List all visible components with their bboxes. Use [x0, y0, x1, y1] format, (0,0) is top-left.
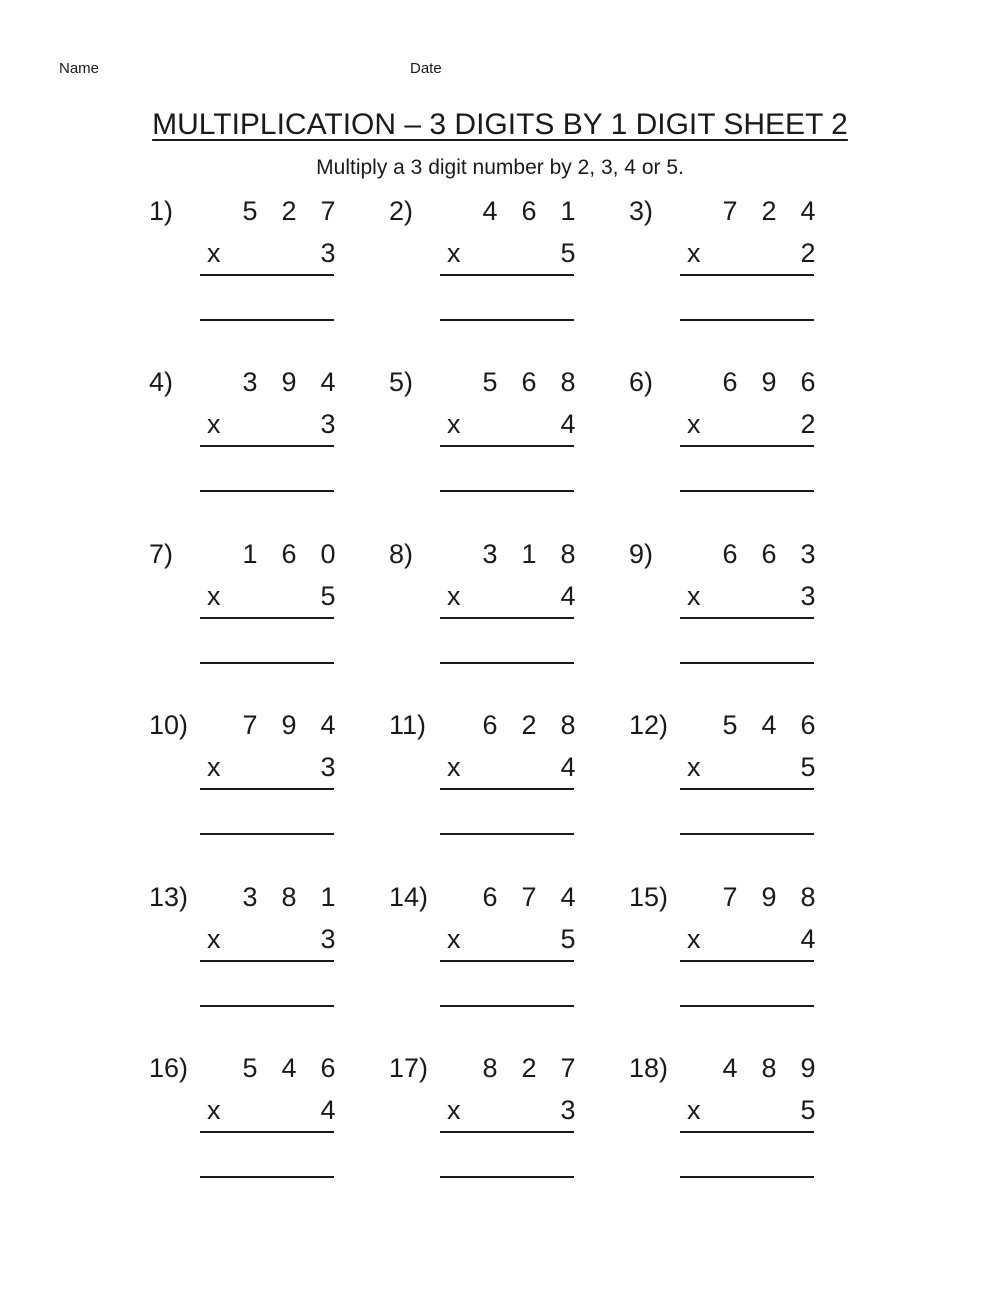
multiplicand	[721, 537, 817, 571]
problem-number: 8)	[389, 539, 414, 569]
problem-number: 6)	[629, 367, 654, 397]
answer-line	[440, 1176, 574, 1178]
answer-line	[440, 490, 574, 492]
product-rule	[680, 1131, 814, 1133]
multiplicand	[481, 537, 577, 571]
product-rule	[440, 1131, 574, 1133]
date-label: Date	[410, 60, 442, 77]
times-symbol: x	[447, 409, 461, 439]
problem-number: 7)	[149, 539, 174, 569]
answer-line	[680, 833, 814, 835]
times-symbol: x	[447, 238, 461, 268]
multiplicand-digit: 4	[281, 1053, 297, 1083]
multiplicand-digit: 9	[761, 882, 777, 912]
multiplicand	[481, 194, 577, 228]
multiplicand-digit: 5	[482, 367, 498, 397]
product-rule	[440, 617, 574, 619]
problem-number: 16)	[149, 1053, 189, 1083]
multiplier: 5	[320, 581, 336, 611]
multiplicand	[241, 880, 337, 914]
multiplicand-digit: 6	[281, 539, 297, 569]
multiplicand	[721, 1051, 817, 1085]
times-symbol: x	[447, 581, 461, 611]
multiplicand-digit: 6	[722, 367, 738, 397]
product-rule	[200, 1131, 334, 1133]
multiplicand-digit: 6	[761, 539, 777, 569]
multiplicand-digit: 5	[242, 196, 258, 226]
multiplicand	[721, 708, 817, 742]
problem-number: 14)	[389, 882, 429, 912]
multiplicand-digit: 7	[242, 710, 258, 740]
multiplicand-digit: 8	[560, 539, 576, 569]
answer-line	[200, 319, 334, 321]
multiplier: 3	[320, 924, 336, 954]
multiplicand-digit: 4	[761, 710, 777, 740]
problem-number: 12)	[629, 710, 669, 740]
multiplicand-digit: 7	[722, 196, 738, 226]
times-symbol: x	[447, 752, 461, 782]
multiplicand-digit: 1	[560, 196, 576, 226]
problem-14	[389, 880, 589, 1020]
multiplicand-digit: 8	[800, 882, 816, 912]
multiplicand-digit: 6	[320, 1053, 336, 1083]
multiplicand-digit: 4	[722, 1053, 738, 1083]
multiplier: 4	[320, 1095, 336, 1125]
worksheet-title	[0, 106, 1000, 144]
times-symbol: x	[687, 924, 701, 954]
times-symbol: x	[207, 752, 221, 782]
product-rule	[680, 617, 814, 619]
multiplicand-digit: 3	[800, 539, 816, 569]
multiplicand	[481, 880, 577, 914]
problem-9	[629, 537, 829, 677]
multiplicand-digit: 2	[281, 196, 297, 226]
multiplicand-digit: 6	[722, 539, 738, 569]
product-rule	[680, 274, 814, 276]
multiplier: 4	[800, 924, 816, 954]
problem-3	[629, 194, 829, 334]
problem-7	[149, 537, 349, 677]
times-symbol: x	[687, 752, 701, 782]
answer-line	[680, 1176, 814, 1178]
multiplier: 2	[800, 409, 816, 439]
problem-13	[149, 880, 349, 1020]
multiplicand-digit: 6	[521, 196, 537, 226]
multiplicand-digit: 9	[281, 367, 297, 397]
multiplicand-digit: 8	[482, 1053, 498, 1083]
answer-line	[200, 662, 334, 664]
times-symbol: x	[447, 924, 461, 954]
worksheet-instructions: Multiply a 3 digit number by 2, 3, 4 or 5.	[316, 156, 684, 179]
multiplicand-digit: 6	[482, 882, 498, 912]
multiplicand-digit: 2	[521, 1053, 537, 1083]
multiplier: 3	[800, 581, 816, 611]
problem-number: 5)	[389, 367, 414, 397]
product-rule	[200, 617, 334, 619]
worksheet-title-text: MULTIPLICATION – 3 DIGITS BY 1 DIGIT SHEET 2	[152, 108, 848, 141]
multiplier: 5	[800, 752, 816, 782]
product-rule	[200, 788, 334, 790]
product-rule	[200, 445, 334, 447]
multiplier: 5	[800, 1095, 816, 1125]
multiplicand-digit: 1	[521, 539, 537, 569]
multiplier: 4	[560, 752, 576, 782]
times-symbol: x	[207, 1095, 221, 1125]
multiplier: 4	[560, 581, 576, 611]
multiplicand	[721, 194, 817, 228]
problem-number: 15)	[629, 882, 669, 912]
answer-line	[200, 490, 334, 492]
multiplicand-digit: 2	[521, 710, 537, 740]
multiplier: 3	[320, 409, 336, 439]
product-rule	[440, 445, 574, 447]
multiplicand-digit: 7	[722, 882, 738, 912]
multiplicand-digit: 4	[320, 367, 336, 397]
times-symbol: x	[207, 924, 221, 954]
multiplicand	[241, 194, 337, 228]
problem-number: 13)	[149, 882, 189, 912]
problem-17	[389, 1051, 589, 1191]
multiplicand-digit: 7	[320, 196, 336, 226]
multiplier: 5	[560, 238, 576, 268]
product-rule	[440, 788, 574, 790]
problem-number: 9)	[629, 539, 654, 569]
multiplicand-digit: 7	[521, 882, 537, 912]
multiplicand	[241, 537, 337, 571]
multiplicand	[721, 365, 817, 399]
problem-16	[149, 1051, 349, 1191]
multiplier: 3	[320, 752, 336, 782]
product-rule	[680, 788, 814, 790]
multiplicand-digit: 4	[800, 196, 816, 226]
product-rule	[440, 274, 574, 276]
multiplicand-digit: 3	[242, 882, 258, 912]
problem-18	[629, 1051, 829, 1191]
problem-5	[389, 365, 589, 505]
product-rule	[680, 445, 814, 447]
multiplicand-digit: 4	[560, 882, 576, 912]
multiplicand-digit: 9	[281, 710, 297, 740]
multiplicand-digit: 6	[521, 367, 537, 397]
product-rule	[200, 274, 334, 276]
multiplier: 4	[560, 409, 576, 439]
problem-15	[629, 880, 829, 1020]
multiplicand-digit: 9	[761, 367, 777, 397]
multiplicand-digit: 9	[800, 1053, 816, 1083]
multiplicand-digit: 2	[761, 196, 777, 226]
multiplicand	[481, 1051, 577, 1085]
answer-line	[200, 833, 334, 835]
multiplicand-digit: 8	[560, 710, 576, 740]
multiplicand-digit: 1	[320, 882, 336, 912]
multiplier: 3	[560, 1095, 576, 1125]
problem-number: 1)	[149, 196, 174, 226]
problem-number: 3)	[629, 196, 654, 226]
answer-line	[440, 662, 574, 664]
multiplicand-digit: 3	[482, 539, 498, 569]
times-symbol: x	[207, 238, 221, 268]
multiplicand-digit: 3	[242, 367, 258, 397]
times-symbol: x	[207, 409, 221, 439]
multiplicand	[241, 708, 337, 742]
problem-number: 4)	[149, 367, 174, 397]
times-symbol: x	[687, 581, 701, 611]
multiplicand	[481, 365, 577, 399]
problem-6	[629, 365, 829, 505]
problem-11	[389, 708, 589, 848]
multiplicand-digit: 8	[761, 1053, 777, 1083]
multiplicand-digit: 0	[320, 539, 336, 569]
problem-number: 17)	[389, 1053, 429, 1083]
problem-4	[149, 365, 349, 505]
answer-line	[440, 319, 574, 321]
multiplicand-digit: 8	[281, 882, 297, 912]
multiplicand	[481, 708, 577, 742]
times-symbol: x	[687, 238, 701, 268]
answer-line	[440, 833, 574, 835]
problem-number: 11)	[389, 710, 427, 740]
multiplicand-digit: 6	[800, 367, 816, 397]
multiplicand-digit: 6	[800, 710, 816, 740]
multiplicand	[241, 365, 337, 399]
problem-2	[389, 194, 589, 334]
product-rule	[200, 960, 334, 962]
multiplicand-digit: 4	[320, 710, 336, 740]
product-rule	[440, 960, 574, 962]
multiplicand-digit: 7	[560, 1053, 576, 1083]
multiplicand-digit: 5	[722, 710, 738, 740]
multiplier: 5	[560, 924, 576, 954]
answer-line	[680, 490, 814, 492]
multiplicand-digit: 5	[242, 1053, 258, 1083]
problem-12	[629, 708, 829, 848]
problem-1	[149, 194, 349, 334]
times-symbol: x	[447, 1095, 461, 1125]
multiplicand-digit: 1	[242, 539, 258, 569]
product-rule	[680, 960, 814, 962]
problem-8	[389, 537, 589, 677]
multiplier: 3	[320, 238, 336, 268]
multiplicand	[721, 880, 817, 914]
problem-number: 10)	[149, 710, 189, 740]
answer-line	[680, 1005, 814, 1007]
times-symbol: x	[687, 1095, 701, 1125]
answer-line	[680, 319, 814, 321]
multiplicand-digit: 4	[482, 196, 498, 226]
multiplicand	[241, 1051, 337, 1085]
multiplier: 2	[800, 238, 816, 268]
multiplicand-digit: 6	[482, 710, 498, 740]
answer-line	[680, 662, 814, 664]
answer-line	[200, 1005, 334, 1007]
problem-number: 18)	[629, 1053, 669, 1083]
multiplicand-digit: 8	[560, 367, 576, 397]
name-label: Name	[59, 60, 100, 77]
times-symbol: x	[687, 409, 701, 439]
problem-10	[149, 708, 349, 848]
problem-number: 2)	[389, 196, 414, 226]
times-symbol: x	[207, 581, 221, 611]
answer-line	[200, 1176, 334, 1178]
answer-line	[440, 1005, 574, 1007]
